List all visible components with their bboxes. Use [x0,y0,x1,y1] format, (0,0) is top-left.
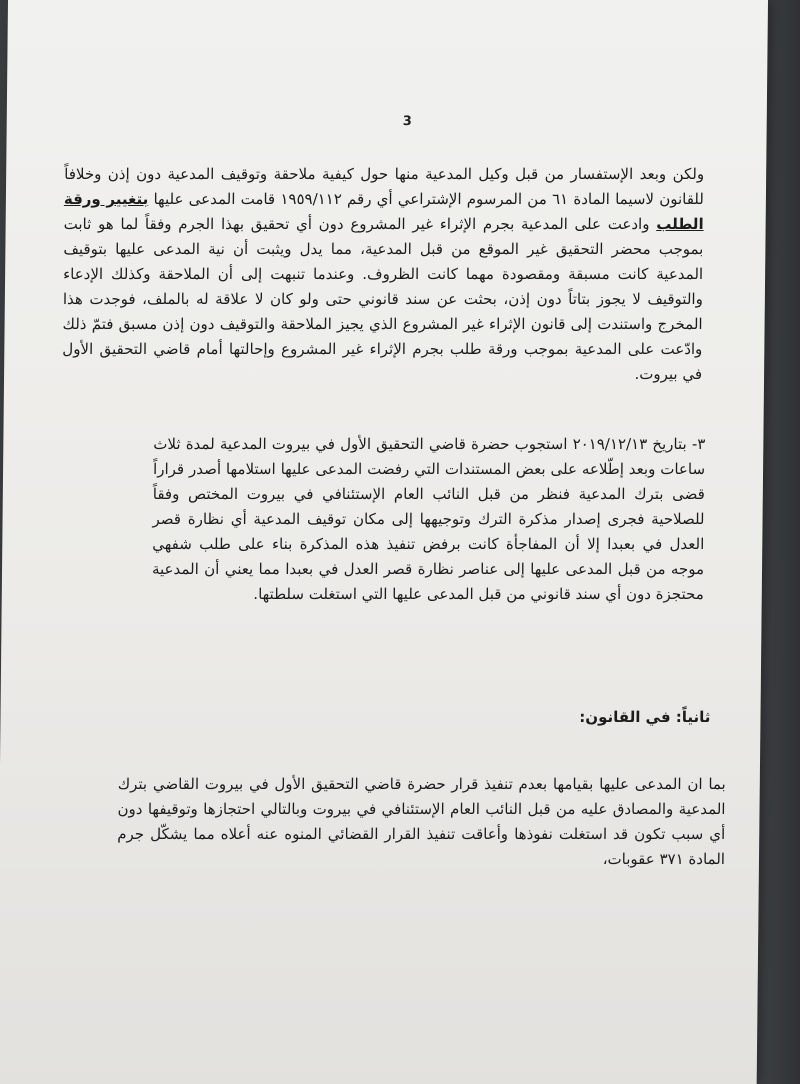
paragraph-law [117,772,726,872]
paragraph-facts [62,162,704,387]
section-heading: ثانياً: في القانون: [579,708,711,726]
paragraph-item-3 [152,432,706,607]
page-number: 3 [402,114,412,129]
paragraph-text: ٣- بتاريخ ٢٠١٩/١٢/١٣ استجوب حضرة قاضي التحقيق الأول في بيروت المدعية لمدة ثلاث ساعات وبعد إطّلاعه على بعض المستندات التي رفضت المدعى عليها استلامها أصدر قراراً قضى بترك المدعية فنظر من قبل النائب العام الإستئنافي في بيروت المختص وفقاً للصلاحية فجرى إصدار مذكرة الترك وتوجيهها إلى مكان توقيف المدعية أي نظارة قصر العدل في بعبدا إلا أن المفاجأة كانت برفض تنفيذ هذه المذكرة بناء على طلب شفهي موجه من قبل المدعى عليها إلى عناصر نظارة قصر العدل في بعبدا مما يعني أن المدعية محتجزة دون أي سند قانوني من قبل المدعى عليها التي استغلت سلطتها. [151,435,706,603]
paragraph-text: وادعت على المدعية بجرم الإثراء غير المشروع دون أي تحقيق بهذا الجرم وفقاً لما هو ثابت بموجب محضر التحقيق غير الموقع من قبل المدعية، مما يدل ويثبت أن نية المدعى عليها بتوقيف المدعية كانت مسبقة ومقصودة مهما كانت الظروف. وعندما تنبهت إلى أن الملاحقة وكذلك الإدعاء والتوقيف لا يجوز بتاتاً دون إذن، بحثت عن سند قانوني حتى ولو كان لا علاقة له بالملف، فوجدت هذا المخرج واستندت إلى قانون الإثراء غير المشروع الذي يجيز الملاحقة والتوقيف دون إذن مسبق فتمّ ذلك وادّعت على المدعية بموجب ورقة طلب بجرم الإثراء غير المشروع وإحالتها أمام قاضي التحقيق الأول في بيروت. [62,215,704,383]
paragraph-text: بما ان المدعى عليها بقيامها بعدم تنفيذ قرار حضرة قاضي التحقيق الأول في بيروت القاضي بترك المدعية والمصادق عليه من قبل النائب العام الإستئنافي في بيروت وبالتالي احتجازها وتوقيفها دون أي سبب تكون قد استغلت نفوذها وأعاقت تنفيذ القرار القضائي المنوه عنه أعلاه مما يشكّل جرم المادة ٣٧١ عقوبات، [117,775,726,868]
underlined-phrase: بتغيير ورقة الطلب [63,190,704,233]
paragraph-text: ولكن وبعد الإستفسار من قبل وكيل المدعية منها حول كيفية ملاحقة وتوقيف المدعية دون إذن وخلافاً للقانون لاسيما المادة ٦١ من المرسوم الإشتراعي أي رقم ١٩٥٩/١١٢ قامت المدعى عليها [64,165,705,208]
